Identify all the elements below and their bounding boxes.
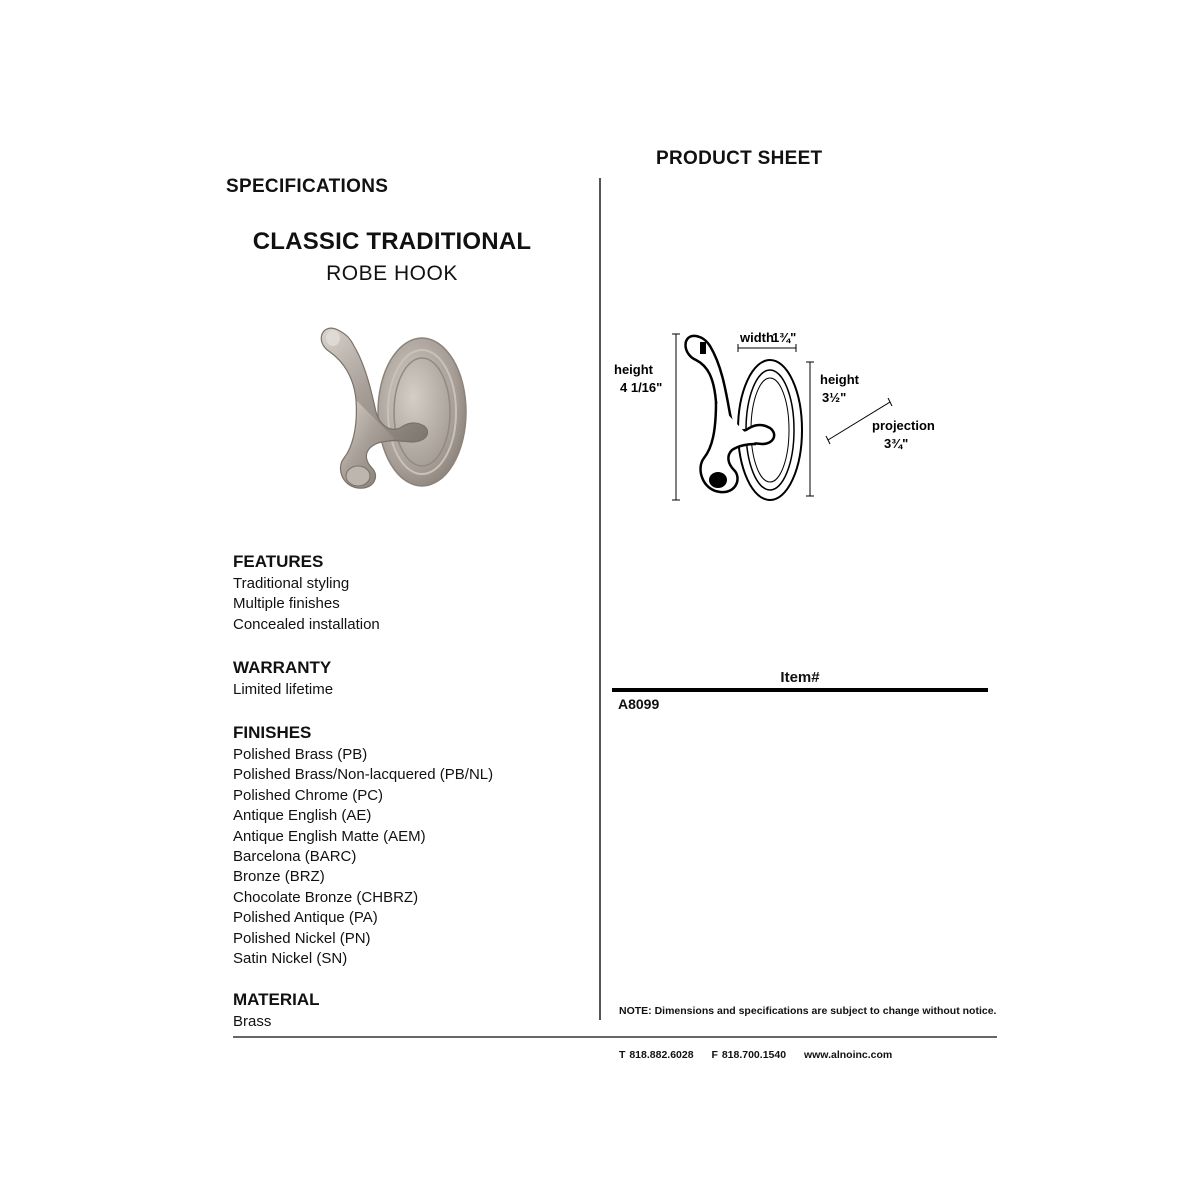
robe-hook-photo (300, 308, 480, 518)
website-link[interactable]: www.alnoinc.com (803, 1049, 893, 1061)
product-subtitle: ROBE HOOK (326, 262, 458, 285)
item-rule (612, 688, 988, 692)
column-divider (599, 178, 601, 1020)
warranty-section (233, 658, 333, 700)
projection-value: 3¾" (884, 436, 909, 451)
item-number-label: Item# (780, 669, 820, 686)
width-label: width (740, 330, 774, 345)
features-section (233, 552, 380, 635)
feature-item: Traditional styling (233, 575, 350, 592)
material-item: Brass (233, 1013, 272, 1030)
item-number: A8099 (618, 696, 660, 712)
finish-item: Antique English Matte (AEM) (233, 827, 426, 845)
finish-item: Satin Nickel (SN) (233, 950, 348, 968)
finish-item: Polished Antique (PA) (233, 909, 378, 927)
features-label: FEATURES (233, 552, 324, 571)
product-sheet-heading: PRODUCT SHEET (656, 148, 823, 169)
total-height-value: 4 1/16" (620, 380, 663, 395)
warranty-label: WARRANTY (233, 658, 332, 677)
finish-item: Bronze (BRZ) (233, 868, 325, 886)
finish-item: Barcelona (BARC) (233, 848, 357, 866)
finish-item: Polished Nickel (PN) (233, 929, 371, 947)
projection-label: projection (872, 418, 935, 433)
specifications-heading: SPECIFICATIONS (226, 176, 389, 197)
plate-height-value: 3½" (822, 390, 847, 405)
phone-number: T 818.882.6028 (619, 1049, 694, 1061)
footer-divider (233, 1036, 997, 1038)
total-height-label: height (614, 362, 653, 377)
feature-item: Multiple finishes (233, 595, 340, 613)
finishes-label: FINISHES (233, 723, 312, 742)
finish-item: Polished Brass/Non-lacquered (PB/NL) (233, 766, 494, 784)
disclaimer-note: NOTE: Dimensions and specifications are subject to change without notice. (619, 1005, 997, 1017)
finish-item: Polished Brass (PB) (233, 746, 368, 763)
fax-number: F 818.700.1540 (711, 1049, 787, 1061)
material-label: MATERIAL (233, 990, 320, 1009)
finish-item: Polished Chrome (PC) (233, 786, 384, 804)
product-title: CLASSIC TRADITIONAL (252, 228, 532, 255)
warranty-item: Limited lifetime (233, 681, 334, 698)
material-section (233, 990, 320, 1032)
finish-item: Antique English (AE) (233, 807, 372, 825)
feature-item: Concealed installation (233, 615, 380, 633)
plate-height-label: height (820, 372, 859, 387)
finishes-section (233, 723, 493, 969)
contact-info (619, 1049, 906, 1061)
dimension-diagram (610, 322, 950, 512)
width-value: 1¾" (772, 330, 797, 345)
finish-item: Chocolate Bronze (CHBRZ) (233, 888, 419, 906)
